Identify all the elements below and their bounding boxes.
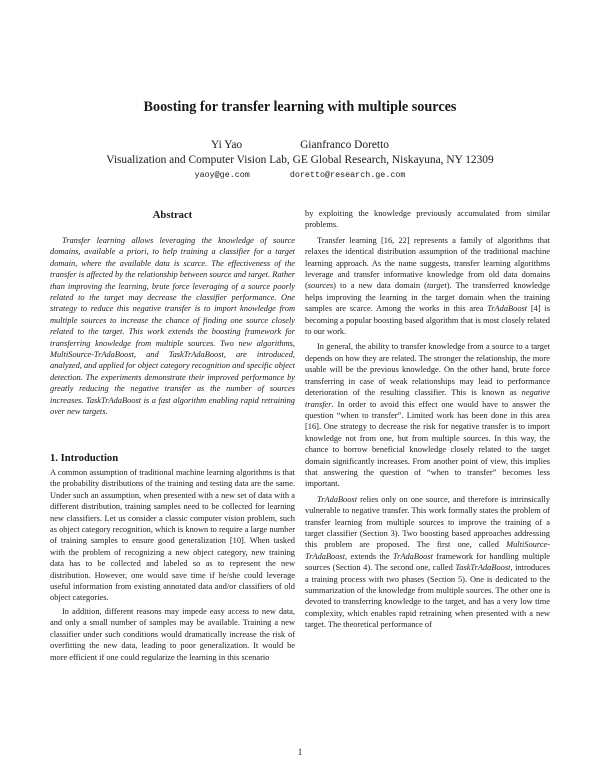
- emphasis: negative transfer: [305, 388, 550, 409]
- abstract-text: Transfer learning allows leveraging the knowledge of source domains, available a priori, to help training a classifier for a target domain, where the available data is scarce. The effectiveness of the transfer is affected by the relationship between source and target. Rather than improving the learning, brute force leveraging of a source poorly related to the target may decrease the classifier performance. One strategy to reduce this negative transfer is to import knowledge from multiple sources to increase the chance of finding one source closely related to the target. This work extends the boosting framework for transferring knowledge from multiple sources. Two new algorithms, MultiSource-TrAdaBoost, and TaskTrAdaBoost, are introduced, analyzed, and applied for object category recognition and specific object detection. The experiments demonstrate their improved performance by greatly reducing the negative transfer as the number of sources increases. TaskTrAdaBoost is a fast algorithm enabling rapid retraining over new targets.: [50, 236, 295, 417]
- page-number: 1: [297, 747, 303, 757]
- author-list: [0, 138, 600, 153]
- paper-title: Boosting for transfer learning with multiple sources: [143, 99, 457, 115]
- paragraph: A common assumption of traditional machine learning algorithms is that the probability distributions of the training and testing data are the same. Under such an assumption, when presented with a new set of data with a different distribution, training samples need to be collected for learning new classifiers. Let us consider a classic computer vision problem, such as object category recognition, which is known to require a large number of training samples to ensure good generalization [10]. When tasked with the problem of recognizing a new object category, new training data has to be collected and labeled so as to represent the new distribution. However, one would save time if he/she could leverage useful information from existing annotated data and/or classifiers of old object categories.: [50, 468, 295, 603]
- text-run: ). The transferred knowledge helps improving the learning in the target domain when the training samples are scarce. Among the works in this area: [305, 281, 550, 314]
- text-run: relies only on one source, and therefore is intrinsically vulnerable to negative transfer. This work formally states the problem of transfer learning from multiple sources to improve the training of a target classifier (Section 3). Two boosting based approaches addressing this problem are proposed. The first one, called: [305, 494, 550, 550]
- text-run: In general, the ability to transfer knowledge from a source to a target depends on how they are related. The stronger the relationship, the more usable will be the previous knowledge. On the other hand, brute force transferring in case of weak relationships may lead to performance deterioration of the resulting classifier. This is known as: [305, 342, 550, 398]
- emphasis: TrAdaBoost: [317, 494, 358, 504]
- text-run: framework for handling multiple sources (Section 4). The second one, called: [305, 551, 550, 573]
- emphasis: TrAdaBoost: [487, 304, 528, 314]
- right-column-body: [305, 208, 550, 635]
- abstract-body: [50, 235, 295, 418]
- text-run: Transfer learning [16, 22] represents a family of algorithms that relaxes the identical distribution assumption of the traditional machine learning approach. As the name suggests, transfer learning algorithms leverage and transfer informative knowledge from old data domains (: [305, 235, 550, 291]
- text-run: , extends the: [345, 551, 393, 561]
- emphasis: sources: [307, 281, 334, 291]
- paragraph: [305, 341, 550, 489]
- author-email[interactable]: doretto@research.ge.com: [289, 170, 406, 180]
- affiliation: Visualization and Computer Vision Lab, GE Global Research, Niskayuna, NY 12309: [106, 154, 494, 166]
- introduction-body: [50, 467, 295, 665]
- author-name: Gianfranco Doretto: [300, 139, 389, 151]
- emphasis: TrAdaBoost: [392, 551, 433, 561]
- author-email[interactable]: yaoy@ge.com: [194, 170, 250, 180]
- text-run: , introduces a training process with two phases (Section 5). One is dedicated to the summarization of the knowledge from multiple sources. The other one is devoted to transferring knowledge to the target, and has a very low time complexity, which enables rapid retraining when presented with a new target. The theoretical performance of: [305, 563, 550, 630]
- emphasis: MultiSource-TrAdaBoost: [305, 540, 550, 561]
- text-run: [4] is becoming a popular boosting based algorithm that is most closely related to our work.: [305, 304, 551, 337]
- text-run: ) to a new data domain (: [333, 281, 427, 291]
- text-run: . In order to avoid this effect one would have to answer the question “when to transfer”. Limited work has been done in this area [16]. One strategy to decrease the risk for negative transfer is to import knowledge not from one, but from multiple sources. In this way, the chance to borrow beneficial knowledge closely related to the target domain significantly increases. From another point of view, this implies that answering the question of “when to transfer” becomes less important.: [305, 399, 550, 489]
- emphasis: TaskTrAdaBoost: [455, 563, 511, 573]
- author-emails: [0, 169, 600, 181]
- paragraph: In addition, different reasons may impede easy access to new data, and only a small number of samples may be available. Training a new classifier under such conditions would dramatically increase the risk of overfitting the new data, leading to poor generalization. It would be more efficient if one could regularize the learning in this scenario: [50, 606, 295, 662]
- emphasis: target: [426, 281, 447, 291]
- section-heading-introduction: 1. Introduction: [50, 453, 119, 464]
- abstract-heading: Abstract: [152, 210, 193, 221]
- paragraph: by exploiting the knowledge previously accumulated from similar problems.: [305, 209, 550, 230]
- author-name: Yi Yao: [211, 139, 243, 151]
- paragraph: [305, 235, 550, 338]
- paragraph: [305, 494, 550, 631]
